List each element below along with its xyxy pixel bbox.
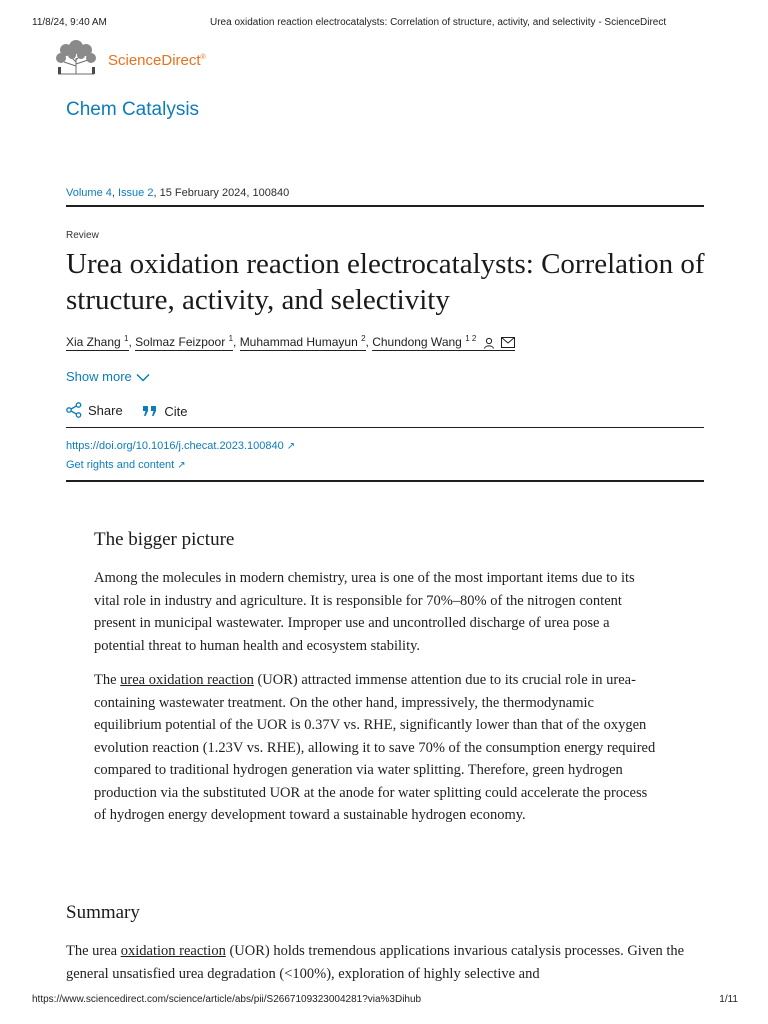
bigger-picture-paragraph: The urea oxidation reaction (UOR) attracted immense attention due to its crucial role in urea-containing wastewater treatment. On the other hand, impressively, the thermodynamic equilibrium potential of the UOR is 0.37V vs. RHE, significantly lower than that of the oxygen evolution reaction (1.23V vs. RHE), allowing it to save 70% of the consumption energy required compared to traditional hydrogen generation via water splitting. Therefore, green hydrogen production via the substituted UOR at the anode for water splitting could accelerate the process of hydrogen energy development toward a sustainable hydrogen economy. — [94, 672, 656, 823]
divider — [66, 480, 704, 482]
article-links — [66, 437, 295, 475]
print-doc-title: Urea oxidation reaction electrocatalysts: Correlation of structure, activity, and selectivity - ScienceDirect — [210, 17, 667, 28]
person-icon — [483, 337, 495, 349]
print-url: https://www.sciencedirect.com/science/article/abs/pii/S2667109323004281?via%3Dihub — [32, 994, 422, 1005]
urea-oxidation-reaction-link[interactable]: urea oxidation reaction — [120, 672, 254, 688]
print-page-number: 1/11 — [719, 994, 738, 1005]
print-footer — [32, 994, 738, 1010]
author-list: Xia Zhang $^1$, Solmaz Feizpoor $^1$, Muhammad Humayun $^2$, Chundong Wang $^{1 2}$ — [66, 334, 515, 349]
divider — [66, 205, 704, 207]
oxidation-reaction-link[interactable]: oxidation reaction — [120, 943, 226, 959]
doi-link[interactable]: https://doi.org/10.1016/j.checat.2023.100840 ↗ — [66, 440, 296, 452]
bigger-picture-heading: The bigger picture — [94, 529, 235, 550]
journal-title-link[interactable]: Chem Catalysis — [66, 99, 200, 120]
share-button[interactable]: Share — [66, 402, 123, 418]
article-title: Urea oxidation reaction electrocatalysts: Correlation of structure, activity, and selectivity — [66, 248, 705, 316]
show-more-button[interactable]: Show more — [66, 369, 150, 384]
print-datetime: 11/8/24, 9:40 AM — [32, 17, 107, 28]
author-link[interactable]: Xia Zhang $^1$ — [66, 334, 129, 349]
author-link[interactable]: Solmaz Feizpoor $^1$ — [135, 334, 234, 349]
issue-line: Volume 4, Issue 2, 15 February 2024, 100840 — [66, 187, 290, 199]
summary-paragraph: The urea oxidation reaction (UOR) holds tremendous applications invarious catalysis processes. Given the general unsatisfied urea degradation (<100%), exploration of highly selective and — [66, 943, 685, 982]
brand-name: ScienceDirect® — [108, 52, 206, 69]
elsevier-tree-icon — [52, 40, 100, 76]
author-link[interactable]: Chundong Wang $^{1 2}$ — [372, 335, 515, 351]
issue-link[interactable]: Issue 2 — [118, 187, 154, 199]
bigger-picture-paragraph: Among the molecules in modern chemistry, urea is one of the most important items due to its vital role in industry and agriculture. It is responsible for 70%–80% of the nitrogen content present in municipal wastewater. Improper use and uncontrolled discharge of urea pose a potential threat to human health and ecosystem stability. — [94, 570, 635, 654]
external-link-icon: ↗ — [177, 460, 186, 471]
author-link[interactable]: Muhammad Humayun $^2$ — [239, 334, 366, 349]
rights-link[interactable]: Get rights and content ↗ — [66, 459, 186, 471]
quote-icon — [142, 404, 158, 418]
share-icon — [66, 402, 82, 418]
cite-button[interactable]: Cite — [142, 404, 187, 419]
chevron-down-icon — [136, 373, 150, 382]
issue-details: , 15 February 2024, 100840 — [153, 187, 290, 199]
article-type: Review — [66, 230, 99, 241]
mail-icon — [501, 337, 515, 348]
article-actions — [66, 402, 203, 421]
external-link-icon: ↗ — [286, 441, 296, 452]
volume-link[interactable]: Volume 4 — [66, 187, 112, 199]
summary-heading: Summary — [66, 902, 140, 923]
divider — [66, 427, 704, 428]
